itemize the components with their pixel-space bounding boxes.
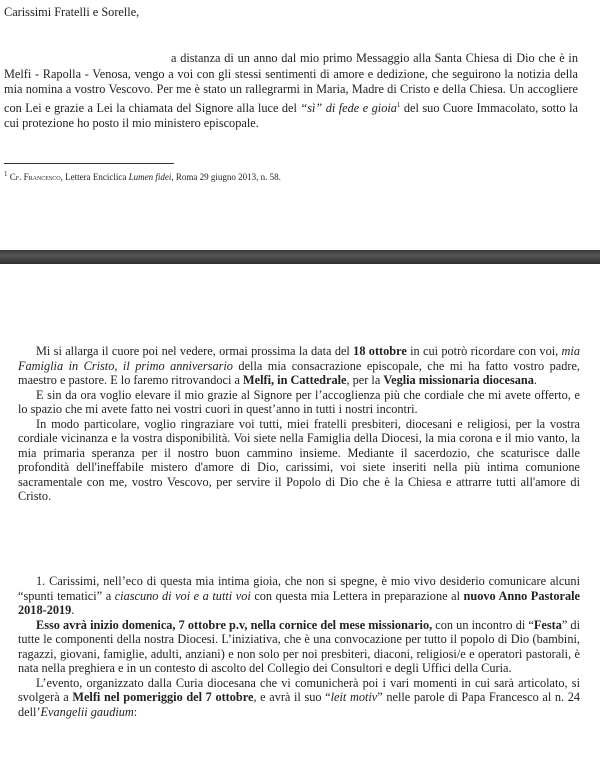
footnote-author: Cf. Francesco: [9, 172, 61, 182]
text-run: .: [71, 603, 75, 617]
page-bottom: [0, 264, 600, 759]
text-run: ” di tutte le componenti della nostra Diocesi. L’iniziativa, che è una convocazione per tutto il popolo di Dio (bambini, ragazzi, giovani, famiglie, adulti, anziani) e non solo per noi presbiteri, diaconi, religiosi/e e operatori pastorali, è nata nella preghiera e in un contesto di ascolto del Collegio dei Consultori e degli Uffici della Curia.: [18, 617, 580, 675]
text-run: , e avrà il suo “: [253, 690, 331, 704]
event-place-bold: Melfi nel pomeriggio del 7 ottobre: [72, 690, 254, 704]
opening-paragraph: [4, 51, 578, 132]
event-bold: Veglia missionaria diocesana: [383, 373, 534, 387]
text-italic: Evangelii gaudium: [40, 704, 134, 719]
paragraph-festa: [18, 618, 580, 676]
paragraph-priests: In modo particolare, voglio ringraziare voi tutti, miei fratelli presbiteri, diocesani e religiosi, per la vostra cordiale vicinanza e la vostra disponibilità. Voi siete nella Famiglia della Diocesi, la mia corona e il mio vanto, la mia primaria speranza per il nostro buon cammino insieme. Mediante il sacerdozio, che scaturisce dalle profondità dell'ineffabile mistero d'amore di Dio, carissimi, voi siete inseriti nella più intima comunione sacramentale con me, vostro Vescovo, per servire il Popolo di Dio che è la Chiesa e attrarre tutti all'amore di Cristo.: [18, 416, 580, 503]
section-anniversary: [18, 344, 580, 504]
festa-bold: Festa: [533, 617, 562, 632]
page-top: [0, 0, 600, 250]
opening-text-italic: “sì” di fede e gioia: [300, 100, 397, 115]
text-run: :: [133, 704, 138, 719]
footnote-ref: 1: [396, 100, 401, 109]
pastoral-year-bold: nuovo Anno Pastorale 2018-2019: [18, 588, 580, 617]
start-date-bold: Esso avrà inizio domenica, 7 ottobre p.v, nella cornice del mese missionario,: [36, 617, 433, 632]
opening-text-2: del suo Cuore Immacolato, sotto la cui protezione ho posto il mio ministero episcopale.: [4, 100, 578, 131]
text-italic: ciascuno di voi e a tutti voi: [114, 588, 251, 603]
greeting: Carissimi Fratelli e Sorelle,: [4, 5, 140, 19]
text-run: 1. Carissimi, nell’eco di questa mia intima gioia, che non si spegne, è mio vivo desiderio comunicare alcuni “spunti tematici” a: [18, 574, 580, 603]
place-bold: Melfi, in Cattedrale: [243, 373, 347, 387]
text-run: , per la: [346, 373, 384, 387]
footnote-text-b: , Roma 29 giugno 2013, n. 58.: [171, 172, 281, 182]
text-run: Mi si allarga il cuore poi nel vedere, ormai prossima la data del: [36, 344, 354, 358]
text-run: in cui potrò ricordare con voi,: [406, 344, 562, 358]
footnote-title: Lumen fidei: [128, 172, 172, 182]
footnote-number: 1: [4, 170, 8, 178]
text-run: con un incontro di “: [432, 617, 534, 632]
footnote-text-a: , Lettera Enciclica: [60, 172, 129, 182]
footnote-rule: [4, 163, 174, 164]
paragraph-anniversary: [18, 344, 580, 388]
text-run: L’evento, organizzato dalla Curia diocesana che vi comunicherà poi i vari momenti in cui sarà articolato, si svolgerà a: [18, 675, 580, 704]
paragraph-thanks: E sin da ora voglio elevare il mio grazie al Signore per l’accoglienza più che cordiale che mi avete offerto, e lo spazio che mi avete fatto nei vostri cuori in quest’anno in tutti i nostri incontri.: [18, 387, 580, 416]
section-pastoral-year: [18, 574, 580, 719]
text-run: con questa mia Lettera in preparazione al: [250, 588, 464, 603]
text-run: ” nelle parole di Papa Francesco al n. 24 dell’: [18, 690, 581, 719]
paragraph-event: [18, 676, 580, 720]
footnote: [4, 170, 281, 182]
date-bold: 18 ottobre: [353, 344, 407, 358]
page-separator: [0, 250, 600, 264]
text-run: della mia consacrazione episcopale, che mi ha fatto vostro padre, maestro e pastore. E lo faremo ritrovandoci a: [18, 358, 580, 387]
text-run: .: [533, 373, 537, 387]
opening-text-1: a distanza di un anno dal mio primo Messaggio alla Santa Chiesa di Dio che è in Melfi - Rapolla - Venosa, vengo a voi con gli stessi sentimenti di amore e dedizione, che seguirono la notizia della mia nomina a vostro Vescovo. Per me è stato un rallegrarmi in Maria, Madre di Cristo e della Chiesa. Un accogliere con Lei e grazie a Lei la chiamata del Signore alla luce del: [4, 51, 578, 115]
text-italic: leit motiv: [330, 690, 378, 704]
text-italic: mia Famiglia in Cristo, il primo anniversario: [18, 344, 580, 373]
paragraph-intro-1: [18, 574, 580, 618]
